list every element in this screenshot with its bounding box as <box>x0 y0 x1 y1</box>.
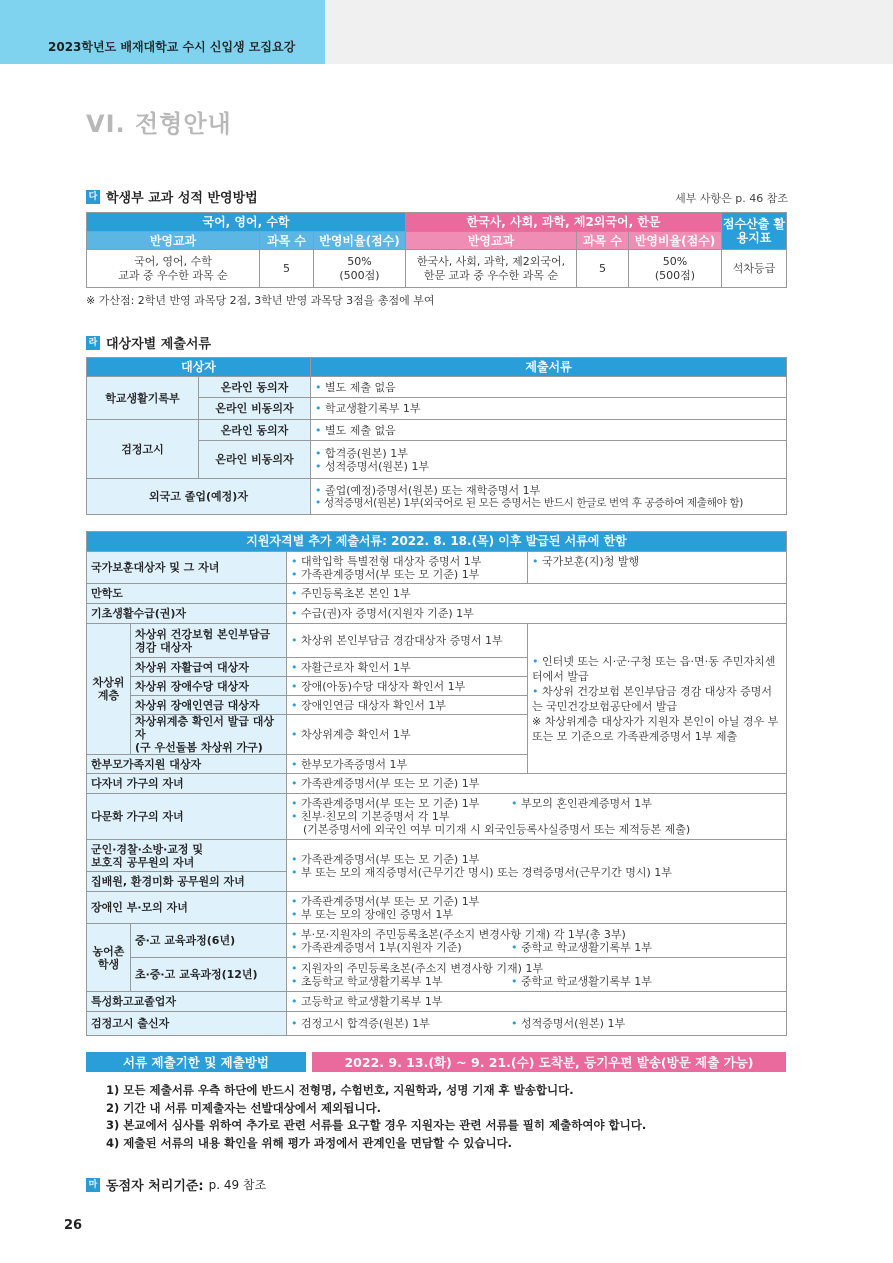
docs-header: 제출서류 <box>311 358 787 377</box>
section-da-heading <box>86 187 258 206</box>
basic-livelihood-target: 기초생활수급(권)자 <box>87 604 287 624</box>
header-title: 2023학년도 배재대학교 수시 신입생 모집요강 <box>48 40 296 54</box>
col-count-1: 과목 수 <box>260 232 314 250</box>
section-ra-title: 대상자별 제출서류 <box>106 337 211 352</box>
score-index-cell: 석차등급 <box>722 250 787 288</box>
documents-table <box>86 357 787 515</box>
basic-livelihood-doc: • 수급(권)자 증명서(지원자 기준) 1부 <box>287 604 787 624</box>
near-poverty-disability-allowance: 차상위 장애수당 대상자 <box>131 677 287 696</box>
near-poverty-selfsupport: 차상위 자활급여 대상자 <box>131 658 287 677</box>
col-ratio-2: 반영비율(점수) <box>629 232 722 250</box>
note-4: 4) 제출된 서류의 내용 확인을 위해 평가 과정에서 관계인을 면담할 수 있습니다. <box>106 1135 513 1150</box>
near-poverty-disability-allowance-doc: • 장애(아동)수당 대상자 확인서 1부 <box>287 677 528 696</box>
near-poverty-health-doc: • 차상위 본인부담금 경감대상자 증명서 1부 <box>287 624 528 658</box>
near-poverty-selfsupport-doc: • 자활근로자 확인서 1부 <box>287 658 528 677</box>
subject-cell-1: 국어, 영어, 수학 교과 중 우수한 과목 순 <box>87 250 260 288</box>
near-poverty-category: 차상위 계층 <box>87 624 131 755</box>
section-ra-mark: 라 <box>86 336 100 350</box>
additional-docs-table <box>86 531 787 1036</box>
vocational-target: 특성화고교졸업자 <box>87 992 287 1012</box>
near-poverty-health: 차상위 건강보험 본인부담금 경감 대상자 <box>131 624 287 658</box>
multicultural-target: 다문화 가구의 자녀 <box>87 794 287 840</box>
late-learner-target: 만학도 <box>87 584 287 604</box>
chapter-title: VI. 전형안내 <box>86 110 232 138</box>
public-servant-target: 군인·경찰·소방·교정 및 보호직 공무원의 자녀 <box>87 840 287 872</box>
ratio-cell-2: 50% (500점) <box>629 250 722 288</box>
vocational-doc: • 고등학교 학교생활기록부 1부 <box>287 992 787 1012</box>
near-poverty-certificate: 차상위계층 확인서 발급 대상자 (구 우선돌봄 차상위 가구) <box>131 715 287 755</box>
section-ma-title: 동점자 처리기준: <box>106 1179 204 1194</box>
rural-12-years: 초·중·고 교육과정(12년) <box>131 958 287 992</box>
rural-6-years-docs: • 부·모·지원자의 주민등록초본(주소지 변경사항 기재) 각 1부(총 3부) • 가족관계증명서 1부(지원자 기준) • 중학교 학교생활기록부 1부 <box>287 924 787 958</box>
col-subject-2: 반영교과 <box>406 232 577 250</box>
bonus-remark: ※ 가산점: 2학년 반영 과목당 2점, 3학년 반영 과목당 3점을 총점에 부여 <box>86 294 435 307</box>
ratio-cell-1: 50% (500점) <box>314 250 406 288</box>
section-da-note: 세부 사항은 p. 46 참조 <box>675 192 788 205</box>
veteran-target: 국가보훈대상자 및 그 자녀 <box>87 552 287 584</box>
col-count-2: 과목 수 <box>577 232 629 250</box>
ged-online-disagree-docs: • 합격증(원본) 1부 • 성적증명서(원본) 1부 <box>311 441 787 479</box>
disabled-parent-target: 장애인 부·모의 자녀 <box>87 892 287 924</box>
subject-cell-2: 한국사, 사회, 과학, 제2외국어, 한문 교과 중 우수한 과목 순 <box>406 250 577 288</box>
deadline-label: 서류 제출기한 및 제출방법 <box>86 1052 306 1072</box>
submission-notes <box>106 1082 646 1152</box>
rural-6-years: 중·고 교육과정(6년) <box>131 924 287 958</box>
score-index-header: 점수산출 활용지표 <box>722 213 787 250</box>
section-da-mark: 다 <box>86 190 100 204</box>
school-record-category: 학교생활기록부 <box>87 377 199 420</box>
veteran-issuer: • 국가보훈(지)청 발행 <box>528 552 787 584</box>
note-2: 2) 기간 내 서류 미제출자는 선발대상에서 제외됩니다. <box>106 1100 381 1115</box>
ged-category: 검정고시 <box>87 420 199 479</box>
section-da-title: 학생부 교과 성적 반영방법 <box>106 191 258 206</box>
group1-header: 국어, 영어, 수학 <box>87 213 406 232</box>
deadline-value: 2022. 9. 13.(화) ~ 9. 21.(수) 도착분, 등기우편 발송(방문 제출 가능) <box>312 1052 786 1072</box>
count-cell-2: 5 <box>577 250 629 288</box>
school-online-agree: 온라인 동의자 <box>199 377 311 398</box>
grade-method-table <box>86 212 787 288</box>
postal-worker-target: 집배원, 환경미화 공무원의 자녀 <box>87 872 287 892</box>
school-online-agree-doc: • 별도 제출 없음 <box>311 377 787 398</box>
ged-graduate-target: 검정고시 출신자 <box>87 1012 287 1036</box>
near-poverty-disability-pension: 차상위 장애인연금 대상자 <box>131 696 287 715</box>
page-number: 26 <box>64 1218 83 1233</box>
section-ma-ref: p. 49 참조 <box>208 1178 267 1192</box>
section-ma-heading <box>86 1175 266 1194</box>
rural-category: 농어촌 학생 <box>87 924 131 992</box>
school-online-disagree-doc: • 학교생활기록부 1부 <box>311 398 787 420</box>
near-poverty-certificate-doc: • 차상위계층 확인서 1부 <box>287 715 528 755</box>
section-ma-mark: 마 <box>86 1178 100 1192</box>
foreign-school-docs: • 졸업(예정)증명서(원본) 또는 재학증명서 1부 • 성적증명서(원본) 1부(외국어로 된 모든 증명서는 반드시 한글로 번역 후 공증하여 제출해야 함) <box>311 479 787 515</box>
late-learner-doc: • 주민등록초본 본인 1부 <box>287 584 787 604</box>
multicultural-docs: • 가족관계증명서(부 또는 모 기준) 1부 • 부모의 혼인관계증명서 1부 • 친부·친모의 기본증명서 각 1부 (기본증명서에 외국인 여부 미기재 시 외국인등록사실증명서 또는 제적등본 제출) <box>287 794 787 840</box>
col-subject-1: 반영교과 <box>87 232 260 250</box>
ged-online-agree: 온라인 동의자 <box>199 420 311 441</box>
rural-12-years-docs: • 지원자의 주민등록초본(주소지 변경사항 기재) 1부 • 초등학교 학교생활기록부 1부 • 중학교 학교생활기록부 1부 <box>287 958 787 992</box>
ged-graduate-docs: • 검정고시 합격증(원본) 1부 • 성적증명서(원본) 1부 <box>287 1012 787 1036</box>
single-parent-target: 한부모가족지원 대상자 <box>87 755 287 774</box>
single-parent-doc: • 한부모가족증명서 1부 <box>287 755 528 774</box>
count-cell-1: 5 <box>260 250 314 288</box>
near-poverty-disability-pension-doc: • 장애인연금 대상자 확인서 1부 <box>287 696 528 715</box>
note-1: 1) 모든 제출서류 우측 하단에 반드시 전형명, 수험번호, 지원학과, 성명 기재 후 발송합니다. <box>106 1083 574 1097</box>
group2-header: 한국사, 사회, 과학, 제2외국어, 한문 <box>406 213 722 232</box>
note-3: 3) 본교에서 심사를 위하여 추가로 관련 서류를 요구할 경우 지원자는 관련 서류를 필히 제출하여야 합니다. <box>106 1118 647 1132</box>
school-online-disagree: 온라인 비동의자 <box>199 398 311 420</box>
near-poverty-notes: • 인터넷 또는 시·군·구청 또는 읍·면·동 주민자치센터에서 발급 • 차상위 건강보험 본인부담금 경감 대상자 증명서는 국민건강보험공단에서 발급 ※ 차상위계층 대상자가 지원자 본인이 아닐 경우 부 또는 모 기준으로 가족관계증명서 1부 제출 <box>528 624 787 774</box>
ged-online-disagree: 온라인 비동의자 <box>199 441 311 479</box>
foreign-school-category: 외국고 졸업(예정)자 <box>87 479 311 515</box>
col-ratio-1: 반영비율(점수) <box>314 232 406 250</box>
section-ra-heading <box>86 333 211 352</box>
public-servant-docs: • 가족관계증명서(부 또는 모 기준) 1부 • 부 또는 모의 재직증명서(근무기간 명시) 또는 경력증명서(근무기간 명시) 1부 <box>287 840 787 892</box>
multi-child-doc: • 가족관계증명서(부 또는 모 기준) 1부 <box>287 774 787 794</box>
disabled-parent-docs: • 가족관계증명서(부 또는 모 기준) 1부 • 부 또는 모의 장애인 증명서 1부 <box>287 892 787 924</box>
veteran-docs: • 대학입학 특별전형 대상자 증명서 1부 • 가족관계증명서(부 또는 모 기준) 1부 <box>287 552 528 584</box>
target-header: 대상자 <box>87 358 311 377</box>
multi-child-target: 다자녀 가구의 자녀 <box>87 774 287 794</box>
additional-docs-header: 지원자격별 추가 제출서류: 2022. 8. 18.(목) 이후 발급된 서류에 한함 <box>87 532 787 552</box>
ged-online-agree-doc: • 별도 제출 없음 <box>311 420 787 441</box>
